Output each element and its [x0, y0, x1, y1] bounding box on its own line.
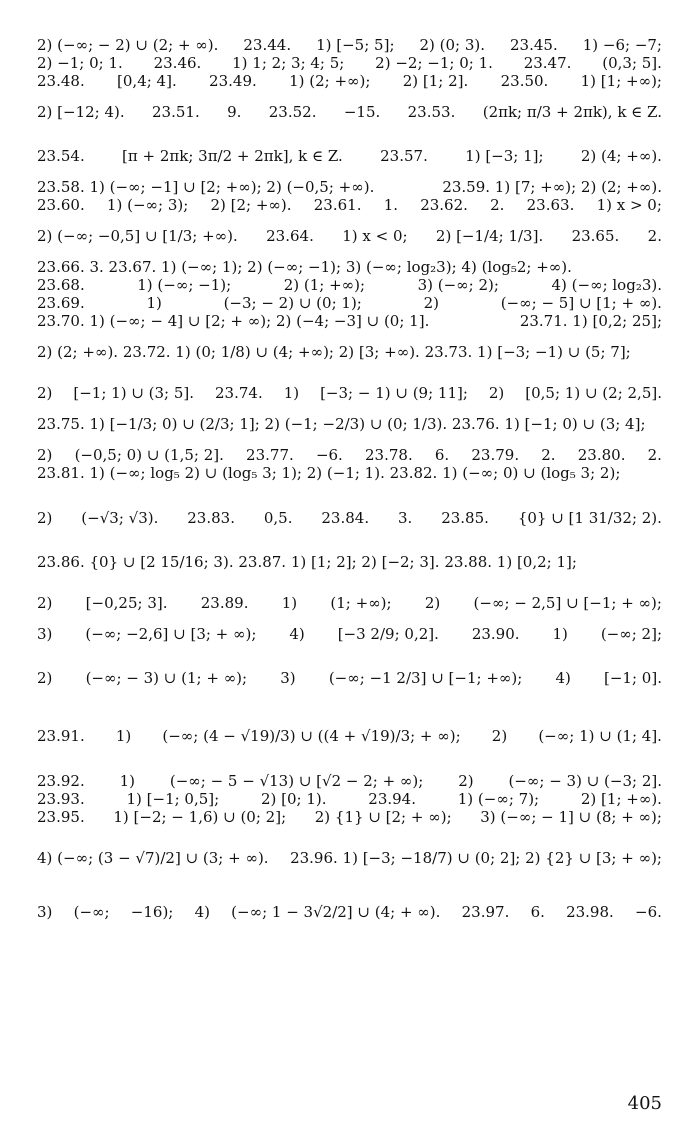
answer-fragment: 23.63. — [526, 196, 575, 214]
answer-fragment: {0} ∪ [1 31/32; 2). — [517, 509, 662, 527]
answer-fragment: 2) (−∞; −0,5] ∪ [1/3; +∞). — [37, 227, 238, 245]
answer-fragment: 23.44. — [243, 36, 292, 54]
answer-fragment: 1) — [281, 594, 298, 612]
answer-fragment: 2) — [423, 294, 439, 312]
answer-fragment: 23.45. — [510, 36, 558, 54]
answer-fragment: 1) [−1; 0,5]; — [126, 790, 220, 808]
answer-fragment: (−0,5; 0) ∪ (1,5; 2]. — [74, 446, 224, 464]
text-line-16 — [37, 446, 662, 464]
answer-fragment: 2) — [458, 772, 474, 790]
answer-fragment: 3) — [37, 625, 53, 643]
answer-fragment: 23.84. — [321, 509, 370, 527]
text-line-4 — [37, 90, 662, 134]
answer-fragment: (−∞; 2]; — [600, 625, 662, 643]
answer-fragment: 23.46. — [153, 54, 202, 72]
text-line-8 — [37, 214, 662, 258]
answer-fragment: 23.69. — [37, 294, 85, 312]
answer-fragment: 23.68. — [37, 276, 85, 294]
answer-fragment: 2) — [37, 446, 53, 464]
answer-fragment: 23.52. — [268, 103, 317, 121]
text-line-14 — [37, 384, 662, 402]
answer-fragment: 2. — [541, 446, 556, 464]
answer-fragment: −6. — [315, 446, 343, 464]
answer-fragment: (−√3; √3). — [81, 509, 159, 527]
answer-fragment: 23.65. — [571, 227, 620, 245]
answer-fragment: 1) 1; 2; 3; 4; 5; — [232, 54, 345, 72]
text-line-2 — [37, 54, 662, 72]
answer-fragment: 2) [−1/4; 1/3]. — [435, 227, 544, 245]
answer-fragment: 1) (−∞; −1); — [137, 276, 232, 294]
answer-fragment: 23.95. — [37, 808, 85, 826]
answer-fragment: 2) [1; 2]. — [402, 72, 469, 90]
answer-fragment: 23.49. — [209, 72, 257, 90]
answer-fragment: 23.98. — [566, 903, 614, 921]
answer-fragment: [π + 2πk; 3π/2 + 2πk], k ∈ Z. — [122, 147, 343, 165]
page-number: 405 — [627, 1093, 662, 1114]
answer-fragment: [0,5; 1) ∪ (2; 2,5]. — [525, 384, 662, 402]
answer-fragment: 23.80. — [577, 446, 626, 464]
answer-fragment: 23.74. — [215, 384, 263, 402]
answer-fragment: [−3 2/9; 0,2]. — [337, 625, 439, 643]
answer-fragment: 2) (1; +∞); — [283, 276, 366, 294]
answer-fragment: [−0,25; 3]. — [85, 594, 168, 612]
text-line-11 — [37, 294, 662, 312]
text-line-15 — [37, 402, 662, 446]
answer-fragment: 1) −6; −7; — [582, 36, 662, 54]
answer-fragment: 2) {1} ∪ [2; + ∞); — [314, 808, 452, 826]
answer-fragment: −16); — [130, 903, 174, 921]
text-line-23 — [37, 714, 662, 758]
answer-fragment: 2) [1; +∞). — [580, 790, 662, 808]
answer-fragment: [−3; − 1) ∪ (9; 11]; — [320, 384, 468, 402]
answer-fragment: 4) — [194, 903, 210, 921]
answer-fragment: 2) −2; −1; 0; 1. — [375, 54, 493, 72]
answer-fragment: 23.48. — [37, 72, 85, 90]
answer-fragment: 4) (−∞; (3 − √7)/2] ∪ (3; + ∞). — [37, 849, 269, 867]
answer-fragment: 1) x < 0; — [342, 227, 408, 245]
answer-fragment: 23.79. — [471, 446, 520, 464]
answer-fragment: 2) (2; +∞). 23.72. 1) (0; 1/8) ∪ (4; +∞); 2) [3; +∞). 23.73. 1) [−3; −1) ∪ (5; 7]; — [37, 343, 631, 361]
text-line-1 — [37, 36, 662, 54]
answer-fragment: (−∞; 1) ∪ (1; 4]. — [538, 727, 662, 745]
answer-fragment: (−∞; 1 − 3√2/2] ∪ (4; + ∞). — [231, 903, 441, 921]
answer-fragment: 2) — [37, 509, 53, 527]
answer-fragment: 23.71. 1) [0,2; 25]; — [519, 312, 662, 330]
answer-fragment: 0,5. — [263, 509, 293, 527]
text-line-10 — [37, 276, 662, 294]
answer-fragment: 23.59. 1) [7; +∞); 2) (2; +∞). — [442, 178, 662, 196]
answer-fragment: 1) [−5; 5]; — [316, 36, 395, 54]
answer-fragment: 2) — [37, 384, 53, 402]
answer-fragment: (2πk; π/3 + 2πk), k ∈ Z. — [482, 103, 662, 121]
answer-fragment: 3) — [37, 903, 53, 921]
text-line-17 — [37, 464, 662, 482]
answers-page — [37, 36, 662, 934]
answer-fragment: 1) (−∞; 7); — [457, 790, 540, 808]
text-line-3 — [37, 72, 662, 90]
answer-fragment: 4) — [289, 625, 305, 643]
answer-fragment: 2) — [37, 594, 53, 612]
answer-fragment: 23.66. 3. 23.67. 1) (−∞; 1); 2) (−∞; −1); 3) (−∞; log₂3); 4) (log₅2; +∞). — [37, 258, 572, 276]
answer-fragment: 3. — [398, 509, 413, 527]
answer-fragment: (−∞; − 3) ∪ (1; + ∞); — [85, 669, 248, 687]
answer-fragment: 23.50. — [500, 72, 549, 90]
text-line-25 — [37, 790, 662, 808]
text-line-13 — [37, 330, 662, 374]
text-line-28 — [37, 890, 662, 934]
answer-fragment: (−∞; − 2,5] ∪ [−1; + ∞); — [473, 594, 662, 612]
answer-fragment: 1) — [552, 625, 568, 643]
answer-fragment: 2) (0; 3). — [419, 36, 486, 54]
answer-fragment: 2. — [647, 446, 662, 464]
answer-fragment: 23.91. — [37, 727, 85, 745]
answer-fragment: 4) (−∞; log₂3). — [551, 276, 662, 294]
answer-fragment: (−∞; — [73, 903, 110, 921]
answer-fragment: 23.47. — [523, 54, 572, 72]
answer-fragment: 23.64. — [266, 227, 314, 245]
answer-fragment: 3) (−∞; 2); — [417, 276, 499, 294]
answer-fragment: 1) — [146, 294, 162, 312]
answer-fragment: [−1; 1) ∪ (3; 5]. — [73, 384, 195, 402]
answer-fragment: 2) (4; +∞). — [580, 147, 662, 165]
text-line-5 — [37, 134, 662, 178]
answer-fragment: 23.83. — [187, 509, 235, 527]
answer-fragment: (−∞; (4 − √19)/3) ∪ ((4 + √19)/3; + ∞); — [162, 727, 461, 745]
answer-fragment: (−3; − 2) ∪ (0; 1); — [223, 294, 362, 312]
answer-fragment: (−∞; − 5 − √13) ∪ [√2 − 2; + ∞); — [169, 772, 424, 790]
answer-fragment: (−∞; − 5] ∪ [1; + ∞). — [500, 294, 662, 312]
answer-fragment: 6. — [530, 903, 545, 921]
answer-fragment: −6. — [635, 903, 662, 921]
answer-fragment: 23.94. — [368, 790, 416, 808]
answer-fragment: 2. — [647, 227, 662, 245]
answer-fragment: 1) [1; +∞); — [580, 72, 662, 90]
answer-fragment: 1) — [115, 727, 132, 745]
answer-fragment: (0,3; 5]. — [602, 54, 662, 72]
answer-fragment: (−∞; − 3) ∪ (−3; 2]. — [508, 772, 662, 790]
text-line-27 — [37, 836, 662, 880]
answer-fragment: 23.85. — [441, 509, 489, 527]
answer-fragment: 23.77. — [246, 446, 294, 464]
answer-fragment: 2) — [37, 669, 53, 687]
answer-fragment: 23.54. — [37, 147, 85, 165]
answer-fragment: 23.96. 1) [−3; −18/7) ∪ (0; 2]; 2) {2} ∪ [3; + ∞); — [290, 849, 662, 867]
answer-fragment: 2) [−12; 4). — [37, 103, 125, 121]
text-line-12 — [37, 312, 662, 330]
answer-fragment: 1) (2; +∞); — [289, 72, 371, 90]
answer-fragment: 9. — [227, 103, 242, 121]
answer-fragment: 2) (−∞; − 2) ∪ (2; + ∞). — [37, 36, 219, 54]
answer-fragment: 23.61. — [313, 196, 362, 214]
answer-fragment: 23.89. — [200, 594, 249, 612]
answer-fragment: 2) −1; 0; 1. — [37, 54, 123, 72]
answer-fragment: 23.62. — [420, 196, 468, 214]
answer-fragment: 23.86. {0} ∪ [2 15/16; 3). 23.87. 1) [1; 2]; 2) [−2; 3]. 23.88. 1) [0,2; 1]; — [37, 553, 577, 571]
answer-fragment: [0,4; 4]. — [117, 72, 177, 90]
answer-fragment: 23.81. 1) (−∞; log₅ 2) ∪ (log₅ 3; 1); 2) (−1; 1). 23.82. 1) (−∞; 0) ∪ (log₅ 3; 2); — [37, 464, 621, 482]
text-line-26 — [37, 808, 662, 826]
answer-fragment: 2) [2; +∞). — [210, 196, 292, 214]
text-line-24 — [37, 772, 662, 790]
answer-fragment: 3) — [280, 669, 296, 687]
answer-fragment: 23.70. 1) (−∞; − 4] ∪ [2; + ∞); 2) (−4; −3] ∪ (0; 1]. — [37, 312, 430, 330]
answer-fragment: 23.97. — [461, 903, 510, 921]
text-line-18 — [37, 496, 662, 540]
answer-fragment: 23.57. — [380, 147, 428, 165]
text-line-19 — [37, 540, 662, 584]
answer-fragment: (−∞; −1 2/3] ∪ [−1; +∞); — [328, 669, 523, 687]
text-line-21 — [37, 612, 662, 656]
answer-fragment: 23.93. — [37, 790, 85, 808]
answer-fragment: 2) — [424, 594, 441, 612]
answer-fragment: 1) — [119, 772, 135, 790]
answer-fragment: (1; +∞); — [330, 594, 392, 612]
answer-fragment: 2. — [490, 196, 505, 214]
answer-fragment: 23.78. — [365, 446, 413, 464]
answer-fragment: 1) [−3; 1]; — [465, 147, 544, 165]
text-line-20 — [37, 594, 662, 612]
answer-fragment: 23.92. — [37, 772, 85, 790]
answer-fragment: 23.53. — [407, 103, 456, 121]
answer-fragment: −15. — [343, 103, 381, 121]
answer-fragment: 23.75. 1) [−1/3; 0) ∪ (2/3; 1]; 2) (−1; −2/3) ∪ (0; 1/3). 23.76. 1) [−1; 0) ∪ (3; 4]; — [37, 415, 646, 433]
answer-fragment: 23.51. — [152, 103, 200, 121]
answer-fragment: 2) — [491, 727, 508, 745]
answer-fragment: 23.90. — [471, 625, 520, 643]
answer-fragment: 6. — [434, 446, 450, 464]
answer-fragment: (−∞; −2,6] ∪ [3; + ∞); — [85, 625, 257, 643]
answer-fragment: 2) — [488, 384, 505, 402]
text-line-22 — [37, 656, 662, 700]
answer-fragment: 23.58. 1) (−∞; −1] ∪ [2; +∞); 2) (−0,5; +∞). — [37, 178, 375, 196]
answer-fragment: 1) x > 0; — [596, 196, 662, 214]
answer-fragment: 4) — [555, 669, 571, 687]
text-line-7 — [37, 196, 662, 214]
answer-fragment: 3) (−∞; − 1] ∪ (8; + ∞); — [480, 808, 662, 826]
answer-fragment: 1) (−∞; 3); — [106, 196, 189, 214]
answer-fragment: 1) [−2; − 1,6) ∪ (0; 2]; — [113, 808, 287, 826]
text-line-9 — [37, 258, 662, 276]
answer-fragment: 1) — [283, 384, 300, 402]
answer-fragment: 1. — [383, 196, 398, 214]
answer-fragment: [−1; 0]. — [604, 669, 662, 687]
answer-fragment: 23.60. — [37, 196, 85, 214]
text-line-6 — [37, 178, 662, 196]
answer-fragment: 2) [0; 1). — [260, 790, 327, 808]
